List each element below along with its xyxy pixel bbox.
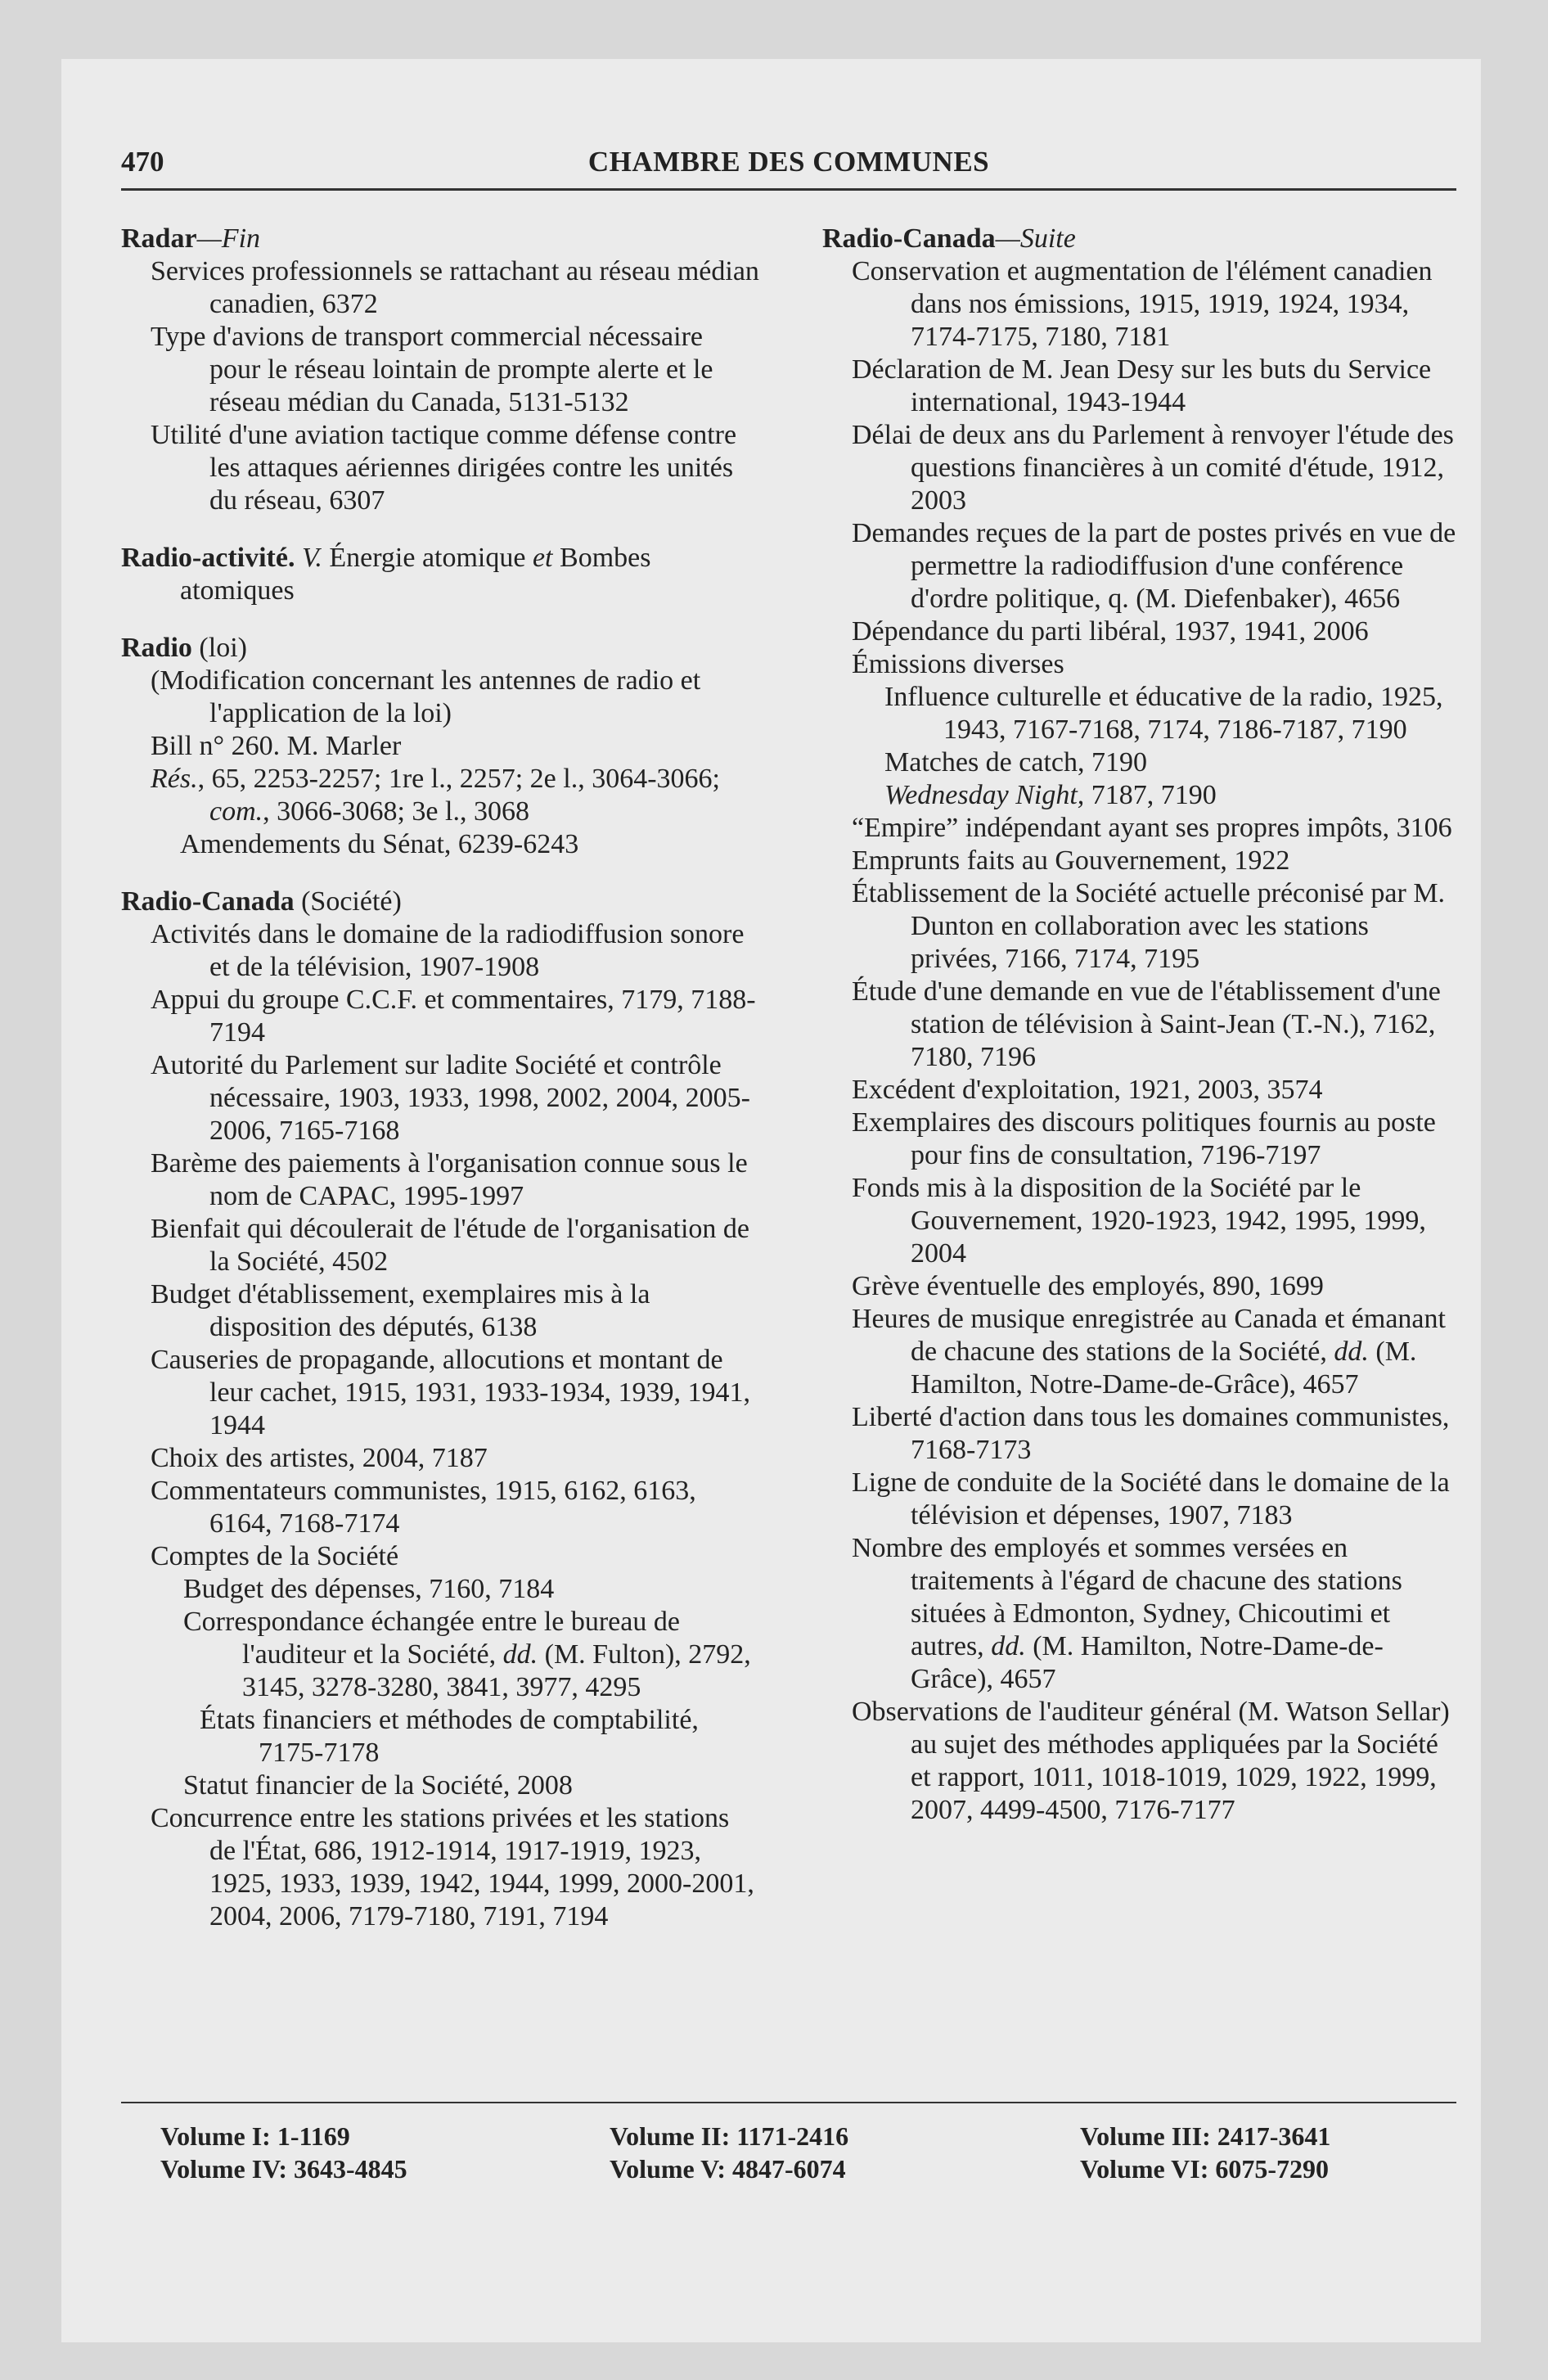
index-subentry: Ligne de conduite de la Société dans le domaine de la télévision et dépenses, 1907, 7183 xyxy=(852,1467,1450,1530)
index-subentry: Bienfait qui découlerait de l'étude de l'organisation de la Société, 4502 xyxy=(151,1214,749,1277)
index-subentry: Commentateurs communistes, 1915, 6162, 6163, 6164, 7168-7174 xyxy=(151,1476,696,1539)
index-subentry: Barème des paiements à l'organisation connue sous le nom de CAPAC, 1995-1997 xyxy=(151,1148,748,1211)
index-subentry: Choix des artistes, 2004, 7187 xyxy=(151,1443,488,1473)
dd-label: dd. xyxy=(1334,1336,1369,1367)
com-label: com. xyxy=(209,796,263,827)
footer-volumes-col3 xyxy=(1080,2120,1330,2185)
index-subentry: Concurrence entre les stations privées et les stations de l'État, 686, 1912-1914, 1917-1919, 1923, 1925, 1933, 1939, 1942, 1944, 1999, 2000-2001, 2004, 2006, 7179-7180, 7191, 7194 xyxy=(151,1803,754,1931)
dd-label: dd. xyxy=(502,1639,538,1670)
index-subentry: Activités dans le domaine de la radiodiffusion sonore et de la télévision, 1907-1908 xyxy=(151,919,745,982)
entry-head-radioactivite xyxy=(121,542,759,607)
entry-head-radar xyxy=(121,223,759,255)
entry-text: Nombre des employés et sommes versées en traitements à l'égard de chacune des stations situées à Edmonton, Sydney, Chicoutimi et autres, xyxy=(852,1533,1402,1661)
head-suffix: (Société) xyxy=(301,886,402,917)
index-subentry: Étude d'une demande en vue de l'établissement d'une station de télévision à Saint-Jean (T.-N.), 7162, 7180, 7196 xyxy=(852,976,1441,1072)
see-ref: V. xyxy=(301,543,322,573)
footer-volumes-col2 xyxy=(610,2120,848,2185)
entry-text: Correspondance échangée entre le bureau de l'auditeur et la Société, xyxy=(183,1607,680,1670)
res-label: Rés. xyxy=(151,764,198,794)
index-subentry: Budget d'établissement, exemplaires mis à la disposition des députés, 6138 xyxy=(151,1279,650,1342)
index-subentry: Exemplaires des discours politiques fournis au poste pour fins de consultation, 7196-7197 xyxy=(852,1107,1436,1170)
header-rule xyxy=(121,188,1456,191)
volume-range: Volume III: 2417-3641 xyxy=(1080,2121,1331,2151)
index-subentry: Utilité d'une aviation tactique comme défense contre les attaques aériennes dirigées contre les unités du réseau, 6307 xyxy=(151,420,737,516)
index-subentry: Liberté d'action dans tous les domaines communistes, 7168-7173 xyxy=(852,1402,1450,1465)
index-subsubentry xyxy=(121,1606,759,1704)
index-subentry: Conservation et augmentation de l'élément canadien dans nos émissions, 1915, 1919, 1924, 1934, 7174-7175, 7180, 7181 xyxy=(852,256,1433,352)
ref-conj: et xyxy=(532,543,553,573)
index-subentry: Appui du groupe C.C.F. et commentaires, 7179, 7188-7194 xyxy=(151,985,756,1048)
ref-term: Bombes atomiques xyxy=(180,543,651,606)
entry-head-radio xyxy=(121,632,759,665)
head-suffix: —Suite xyxy=(995,223,1076,254)
index-subsubentry xyxy=(822,779,1460,812)
program-title: Wednesday Night, xyxy=(884,780,1085,810)
index-subentry: (Modification concernant les antennes de radio et l'application de la loi) xyxy=(151,665,701,728)
index-subentry: Amendements du Sénat, 6239-6243 xyxy=(180,829,579,859)
entry-text: (M. Hamilton, Notre-Dame-de-Grâce), 4657 xyxy=(911,1631,1384,1694)
entry-text: (M. Hamilton, Notre-Dame-de-Grâce), 4657 xyxy=(911,1336,1417,1400)
index-subsubentry: Statut financier de la Société, 2008 xyxy=(183,1770,573,1801)
index-subentry: Comptes de la Société xyxy=(151,1541,399,1571)
index-subentry: Demandes reçues de la part de postes privés en vue de permettre la radiodiffusion d'une conférence d'ordre politique, q. (M. Diefenbaker), 4656 xyxy=(852,518,1456,614)
volume-range: Volume VI: 6075-7290 xyxy=(1080,2154,1330,2184)
index-subentry xyxy=(121,763,759,828)
head-term: Radio xyxy=(121,633,192,663)
index-subentry: “Empire” indépendant ayant ses propres impôts, 3106 xyxy=(852,813,1452,843)
right-column xyxy=(822,223,1460,1827)
entry-head-radio-canada xyxy=(121,886,759,918)
footer-rule xyxy=(121,2102,1456,2103)
ref-term: Énergie atomique xyxy=(329,543,526,573)
head-term: Radar xyxy=(121,223,197,254)
index-subentry: Services professionnels se rattachant au réseau médian canadien, 6372 xyxy=(151,256,759,319)
head-term: Radio-Canada xyxy=(121,886,295,917)
index-subentry: Fonds mis à la disposition de la Société par le Gouvernement, 1920-1923, 1942, 1995, 1999, 2004 xyxy=(852,1173,1426,1269)
index-subsubentry: États financiers et méthodes de comptabilité, 7175-7178 xyxy=(200,1705,699,1768)
index-subentry: Causeries de propagande, allocutions et montant de leur cachet, 1915, 1931, 1933-1934, 1939, 1941, 1944 xyxy=(151,1345,750,1440)
index-subentry xyxy=(822,1532,1460,1696)
volume-range: Volume II: 1171-2416 xyxy=(610,2121,849,2151)
volume-range: Volume I: 1-1169 xyxy=(160,2121,350,2151)
index-subentry: Observations de l'auditeur général (M. Watson Sellar) au sujet des méthodes appliquées par la Société et rapport, 1011, 1018-1019, 1029, 1922, 1999, 2007, 4499-4500, 7176-7177 xyxy=(852,1697,1450,1825)
head-suffix: (loi) xyxy=(199,633,247,663)
head-suffix: —Fin xyxy=(196,223,261,254)
volume-range: Volume V: 4847-6074 xyxy=(610,2154,846,2184)
page-title: CHAMBRE DES COMMUNES xyxy=(587,146,990,178)
index-subentry: Grève éventuelle des employés, 890, 1699 xyxy=(852,1271,1324,1301)
index-subentry: Autorité du Parlement sur ladite Société et contrôle nécessaire, 1903, 1933, 1998, 2002, 2004, 2005-2006, 7165-7168 xyxy=(151,1050,751,1146)
index-subentry: Bill n° 260. M. Marler xyxy=(151,731,402,761)
index-subentry: Dépendance du parti libéral, 1937, 1941, 2006 xyxy=(852,616,1369,647)
res-pages: , 65, 2253-2257; 1re l., 2257; 2e l., 3064-3066; xyxy=(197,764,720,794)
index-subsubentry: Budget des dépenses, 7160, 7184 xyxy=(183,1574,555,1604)
head-term: Radio-activité. xyxy=(121,543,295,573)
head-term: Radio-Canada xyxy=(822,223,996,254)
entry-text: (M. Fulton), 2792, 3145, 3278-3280, 3841, 3977, 4295 xyxy=(242,1639,751,1702)
index-subentry: Emprunts faits au Gouvernement, 1922 xyxy=(852,845,1290,876)
dd-label: dd. xyxy=(991,1631,1026,1661)
index-subentry: Type d'avions de transport commercial nécessaire pour le réseau lointain de prompte alerte et le réseau médian du Canada, 5131-5132 xyxy=(151,322,713,417)
entry-text: 7187, 7190 xyxy=(1091,780,1217,810)
index-subentry: Excédent d'exploitation, 1921, 2003, 3574 xyxy=(852,1075,1323,1105)
volume-range: Volume IV: 3643-4845 xyxy=(160,2154,407,2184)
page-header xyxy=(121,146,1456,187)
index-subentry: Établissement de la Société actuelle préconisé par M. Dunton en collaboration avec les stations privées, 7166, 7174, 7195 xyxy=(852,878,1446,974)
entry-head-radio-canada-suite xyxy=(822,223,1460,255)
index-subsubentry: Matches de catch, 7190 xyxy=(884,747,1147,778)
left-column xyxy=(121,223,759,1933)
com-pages: , 3066-3068; 3e l., 3068 xyxy=(263,796,529,827)
footer-volumes-col1 xyxy=(160,2120,407,2185)
entry-text: Heures de musique enregistrée au Canada et émanant de chacune des stations de la Société, xyxy=(852,1304,1446,1367)
index-subentry: Émissions diverses xyxy=(852,649,1064,679)
index-subentry: Déclaration de M. Jean Desy sur les buts du Service international, 1943-1944 xyxy=(852,354,1432,417)
index-subentry xyxy=(822,1303,1460,1401)
page-number: 470 xyxy=(121,146,164,178)
index-subsubentry: Influence culturelle et éducative de la radio, 1925, 1943, 7167-7168, 7174, 7186-7187, 7190 xyxy=(884,682,1443,745)
index-subentry: Délai de deux ans du Parlement à renvoyer l'étude des questions financières à un comité d'étude, 1912, 2003 xyxy=(852,420,1454,516)
